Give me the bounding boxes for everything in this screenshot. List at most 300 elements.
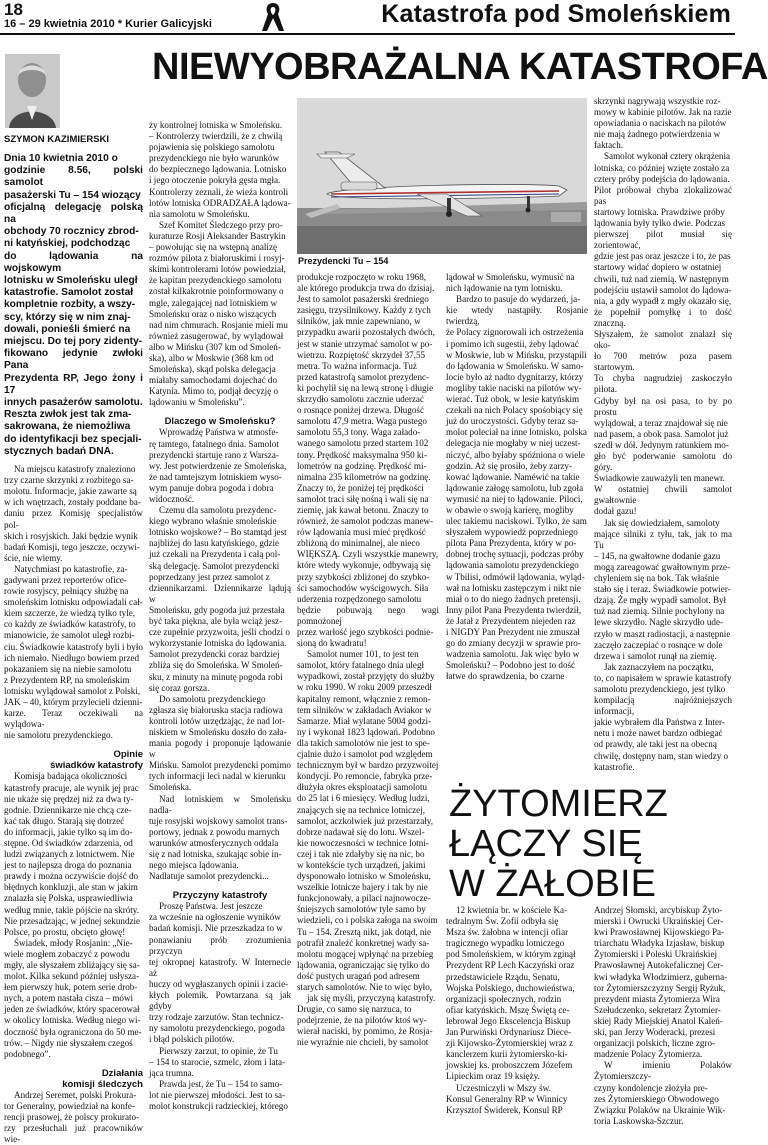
- text-line: Słyszałem, że samolot znalazł się oko-: [594, 328, 732, 351]
- text-line: Związku Polaków na Ukrainie Wik-: [594, 1104, 726, 1115]
- text-line: i NIGDY Pan Prezydent nie zmuszał: [446, 627, 580, 637]
- text-line: kompilacją najróżniejszych informacji,: [594, 695, 732, 717]
- text-line: kiem szczerze, że wiedzą tylko tyle,: [4, 608, 136, 619]
- text-line: zes Żytomierskiego Obwodowego: [594, 1093, 719, 1104]
- text-line: jak się myśli, przyczyną katastrofy.: [307, 993, 436, 1004]
- text-line: ulec takiemu naciskowi. Tylko, że sam: [446, 516, 587, 527]
- text-line: Mińsku. Samolot prezydencki pomimo: [149, 760, 291, 771]
- text-line: Drugie, co samo się narzuca, to: [297, 1004, 412, 1015]
- text-line: ski, pan Jerzy Woderacki, prezesi: [594, 1027, 716, 1038]
- text-line: madzenie Polacy Żytomierza.: [594, 1049, 703, 1060]
- text-line: rozmów pilota z białoruskimi i rosyj-: [149, 253, 285, 264]
- text-line: technicznym był w bardzo przyzwoitej: [297, 760, 439, 771]
- text-line: w kontekście tych urządzeń, jakimi: [297, 859, 426, 870]
- text-line: wiedzieli, co i polska załoga na swoim: [297, 915, 438, 926]
- text-line: czekali na nich Polacy spośobiący się: [446, 405, 583, 416]
- text-line: i błąd polskich pilotów.: [149, 1034, 235, 1045]
- text-line: do lądowania w Smoleńsku. W samo-: [446, 360, 584, 371]
- text-line: toria Laskowska-Szczur.: [594, 1115, 684, 1126]
- text-line: skrzydło samolotu zacznie uderzać: [297, 394, 425, 405]
- text-line: Bardzo to pasuje do wydarzeń, ja-: [456, 294, 581, 305]
- text-line: Smoleńska), skąd polska delegacja: [149, 364, 276, 375]
- text-line: mowy w kabinie pilotów. Jak na razie: [594, 107, 732, 118]
- text-line: metra. To ważna informacja. Tuż: [297, 360, 417, 371]
- text-line: łem pierwszy huk, potem serie drob-: [4, 982, 138, 993]
- author-photo: [5, 54, 60, 128]
- text-line: ny samolotu prezydenckiego, pogoda: [149, 1023, 285, 1034]
- text-line: badań komisji. Nie przeszkadza to w: [149, 923, 283, 934]
- body-text: [594, 96, 732, 773]
- text-line: potrafił znaleźć konkretnej wady sa-: [297, 937, 430, 948]
- text-line: ło 700 metrów poza pasem startowym.: [594, 351, 732, 373]
- text-line: ści samochodów wyścigowych. Siła: [297, 582, 429, 593]
- text-line: prezydencki startuje rano z Warsza-: [149, 449, 279, 460]
- text-line: ciu. Świadkowie katastrofy byli i było: [4, 641, 143, 652]
- text-line: kondycji. Po remoncie, fabryka prze-: [297, 771, 433, 782]
- text-line: – 154 to starocie, szmelc, złom i lata-: [149, 1056, 286, 1067]
- text-line: mogliby takie naciski na pilotów wy-: [446, 382, 582, 393]
- text-line: samolot traci siłę nośną i wali się na: [297, 493, 429, 504]
- text-line: startowy lotniska. Prawdziwe próby: [594, 206, 725, 217]
- text-line: nie mają żadnego potwierdzenia w: [594, 129, 721, 140]
- text-line: lotnisku wylądował samolot z Polski,: [4, 685, 141, 696]
- text-line: kontroli lotów urzędzając, że nad lot-: [149, 715, 285, 726]
- text-line: tych informacji leci nadal w kierunku: [149, 771, 286, 782]
- text-line: go do zmiany decyzji w sprawie pro-: [446, 638, 581, 649]
- text-line: w ich wnętrzach, zostały poddane ba-: [4, 497, 141, 508]
- text-line: miał o to do niego żadnych pretensji.: [446, 593, 581, 604]
- text-line: miałaby samochodami dojechać do: [149, 375, 278, 386]
- text-line: Jak się dowiedziałem, samoloty: [604, 517, 720, 528]
- text-line: zaczęło zaczepiać o rosnące w dole: [594, 639, 723, 650]
- article-column-1: [4, 130, 143, 1145]
- body-text: [594, 905, 732, 1127]
- text-line: dysponowało lotnisko w Smoleńsku,: [297, 871, 431, 882]
- text-line: prawdy i można oczywiście dojść do: [4, 871, 139, 882]
- text-line: Polsce, po prostu, obcięto głowę!: [4, 926, 126, 937]
- text-line: do 25 lat i 6 miesięcy. Według ludzi,: [297, 793, 430, 804]
- text-line: silników, jak mnie zapewniano, w: [297, 316, 421, 327]
- text-line: dłużyła okres eksploatacji samolotu: [297, 782, 428, 793]
- subheading-dlaczego: Dlaczego w Smoleńsku?: [164, 416, 276, 428]
- text-line: czej i tak nie zdałyby się na nic, bo: [297, 848, 425, 859]
- text-line: znalazła się Polska, usprawiedliwia: [4, 893, 133, 904]
- text-line: lotów lotniska ODRADZAŁA lądowa-: [149, 197, 291, 208]
- text-line: słyszałem wypowiedź poprzedniego: [446, 527, 578, 538]
- text-line: ofiar katyńskich. Mszę Świętą ce-: [446, 1004, 570, 1015]
- article-column-2: [149, 120, 291, 1111]
- text-line: Samarze. Miał wylatane 5004 godzi-: [297, 715, 432, 726]
- body-text: [4, 771, 143, 1059]
- text-line: badań Komisji, tego jeszcze, oczywi-: [4, 541, 140, 552]
- text-line: wymusić na niej to lądowanie. Piloci,: [446, 493, 583, 504]
- text-line: nia samolotu w Smoleńsku.: [149, 208, 250, 219]
- text-line: zji Kijowsko-Żytomierskiej wraz z: [446, 1038, 574, 1049]
- text-line: dobnej trochę sytuacji, podczas próby: [446, 549, 584, 560]
- text-line: chyleniem się na bok. Tak właśnie: [594, 573, 719, 584]
- plane-photo: [297, 98, 587, 254]
- text-line: jeden ze świadków, który spacerował: [4, 1004, 140, 1015]
- text-line: tor Generalny, powiedział na konfe-: [4, 1100, 135, 1111]
- text-line: łatwe do sprawdzenia, bo czarne: [446, 671, 565, 682]
- text-line: kuraturze Rosji Aleksander Bastrykin: [149, 230, 286, 241]
- text-line: skiej Rady Miejskiej Anatol Kaleń-: [594, 1015, 723, 1026]
- text-line: co każdy ze świadków katastrofy, to: [4, 619, 136, 630]
- text-line: od prawdy, ale taki jest na obecną: [594, 739, 717, 750]
- text-line: śniejszych samolotów tyle samo by: [297, 904, 426, 915]
- text-line: wierał naciski, by pomimo, że Rosja-: [297, 1026, 433, 1037]
- body-text: [149, 120, 291, 408]
- text-line: lot nie pierwszej młodości. Jest to sa-: [149, 1089, 286, 1100]
- text-line: Samolot prezydencki coraz bardziej: [149, 649, 280, 660]
- text-line: nia, a gdy wypadł z mgły okazało się,: [594, 295, 732, 306]
- text-line: samolotu prezydenckiego, jest tylko: [594, 683, 726, 694]
- text-line: Prawda jest, że Tu – 154 to samo-: [159, 1078, 283, 1089]
- text-line: wietrzu. Rozpiętość skrzydeł 37,55: [297, 349, 426, 360]
- text-line: chwili, tuż nad ziemią. W następnym: [594, 273, 729, 284]
- text-line: skrzynki nagrywają wszystkie roz-: [594, 96, 721, 106]
- text-line: godnie. Dziennikarze nie chcą cze-: [4, 804, 132, 815]
- text-line: się coraz gorsza.: [149, 682, 210, 693]
- text-line: dzają. Że mgły wypadł samolot. Był: [594, 595, 727, 606]
- text-line: warunków atmosferycznych oddala: [149, 837, 279, 848]
- mourning-ribbon-icon: [258, 1, 288, 33]
- article-title: NIEWYOBRAŻALNA KATASTROFA: [152, 46, 768, 88]
- text-line: lotnisko wojskowe? – Bo stamtąd jest: [149, 527, 287, 538]
- text-line: pojawienia się polskiego samolotu: [149, 142, 275, 153]
- text-line: lądował w Smoleńsku, wymusić na: [446, 272, 575, 282]
- text-line: również zasugerować, by wylądował: [149, 330, 284, 341]
- text-line: Wojska Polskiego, duchowieństwa,: [446, 982, 575, 993]
- text-line: rzy przesłuchali już pracowników wie-: [4, 1123, 143, 1145]
- text-line: molotu mogącej wpłynąć na przebieg: [297, 948, 434, 959]
- text-line: skich i rosyjskich. Jaki będzie wynik: [4, 530, 138, 541]
- text-line: cjalnie dużo i samolot pod względem: [297, 749, 433, 760]
- article-column-3: [297, 272, 439, 1105]
- text-line: nich lądowanie na tym lotnisku.: [446, 283, 563, 294]
- text-line: dodał gazu!: [594, 506, 637, 517]
- text-line: lewe skrzydło. Nagle skrzydło ude-: [594, 617, 724, 628]
- text-line: lądowania samolotu prezydenckiego: [446, 560, 579, 571]
- text-line: wylądował, a teraz znajdował się nie: [594, 417, 728, 428]
- text-line: jest w stanie utrzymać samolot w po-: [297, 338, 433, 349]
- text-line: gdzie jest pas oraz jeszcze i to, że pas: [594, 251, 731, 262]
- text-line: że popełnił pomyłkę i to dość znaczną.: [594, 306, 732, 328]
- text-line: z Prezydentem RP, na smoleńskim: [4, 674, 130, 685]
- text-line: Proszę Państwa. Jest jeszcze: [159, 901, 263, 912]
- text-line: Gdyby był na osi pasa, to by po prostu: [594, 395, 732, 417]
- text-line: być taka piękna, ale była wciąż jesz-: [149, 616, 283, 627]
- text-line: prezydenckiego nie było warunków: [149, 153, 280, 164]
- body-text: [4, 464, 143, 741]
- text-line: faktach.: [594, 140, 624, 151]
- text-line: skimi kontrolerami lotów powiedział,: [149, 264, 286, 275]
- subheading-dzialania: Działania komisji śledczych: [62, 1067, 143, 1090]
- text-line: jąca trumna.: [149, 1067, 194, 1078]
- text-line: Lipieckim oraz 19 księży.: [446, 1071, 540, 1082]
- text-line: organizacji społecznych, rodzin: [446, 993, 562, 1004]
- text-line: Katynia. Mimo to, podjął decyzję o: [149, 386, 279, 397]
- text-line: doczność była ograniczona do 50 me-: [4, 1026, 142, 1037]
- text-line: kwi władyka Włodzimierz, guberna-: [594, 971, 728, 982]
- text-line: się z nad lotniska, szukając sobie in-: [149, 849, 282, 859]
- text-line: Kontrolerzy zeznali, że wieża kontroli: [149, 186, 289, 197]
- text-line: stało się i teraz. Świadkowie potwier-: [594, 584, 731, 595]
- text-line: również, że samolot podczas manew-: [297, 516, 434, 527]
- text-line: samolotu 47,9 metra. Waga pustego: [297, 416, 427, 427]
- text-line: JAK – 40, którym przylecieli dzienni-: [4, 697, 143, 708]
- text-line: podobnego”.: [4, 1048, 51, 1059]
- text-line: daniu przez Komisję specjalistów pol-: [4, 508, 143, 530]
- text-line: Uczestniczyli w Mszy św.: [456, 1082, 551, 1093]
- text-line: godzin. Aż się prosiło, żeby zarzy-: [446, 460, 573, 471]
- text-line: będzie pobuwają nego wagi pomnożonej: [297, 604, 439, 626]
- text-line: W imieniu Polaków Żytomierszczy-: [594, 1060, 732, 1082]
- text-line: Samolot wykonał cztery okrążenia: [604, 151, 731, 162]
- text-line: drzewa i samolot runął na ziemię.: [594, 650, 717, 661]
- text-line: tor Żytomierszczyzny Sergij Ryżuk,: [594, 982, 726, 993]
- text-line: dość pustych uragań pod adresem: [297, 970, 420, 981]
- text-line: Nie przesadzając, w jednej sekundzie: [4, 915, 141, 926]
- text-line: ży kontrolnej lotniska w Smoleńsku.: [149, 120, 283, 130]
- page-header: [0, 0, 735, 34]
- text-line: mianowicie, że samolot uległ rozbi-: [4, 630, 135, 641]
- text-line: tragicznego wypadku lotniczego: [446, 938, 565, 949]
- text-line: i jego otoczenie pokryła gęsta mgła.: [149, 175, 281, 186]
- text-line: niczyć, albo byłaby spóźniona o wiele: [446, 449, 585, 460]
- text-line: według mnie, takie pójście na skróty.: [4, 904, 140, 915]
- text-line: nimalna 235 kilometrów na godzinę.: [297, 471, 431, 482]
- text-line: jest to najlepsza droga do poznania: [4, 860, 132, 871]
- text-line: to, co napisałem w sprawie katastrofy: [594, 672, 732, 683]
- text-line: lometrów na godzinę. Prędkość mi-: [297, 460, 427, 471]
- text-line: w roku 1990. W roku 2009 przeszedł: [297, 682, 432, 693]
- text-line: wadzenia samolotu. Jak więc było w: [446, 649, 580, 660]
- text-line: kie wtedy nastąpiły. Rosjanie twierdzą,: [446, 305, 588, 327]
- text-line: już do uroczystości. Gdyby teraz sa-: [446, 416, 579, 427]
- text-line: wał na lotnisku zastępczym i nikt nie: [446, 582, 581, 593]
- text-line: pilota Pana Prezydenta, który w po-: [446, 538, 577, 549]
- text-line: lądowaniu w Smoleńsku”.: [149, 397, 245, 408]
- text-line: albo w Mińsku (307 km od Smoleń-: [149, 341, 281, 352]
- text-line: kapitalny remont, włącznie z remon-: [297, 693, 431, 704]
- text-line: dziennikarzami. Dziennikarze lądują w: [149, 582, 291, 604]
- text-line: starych samolotów. Nie to więc było,: [297, 982, 433, 992]
- text-line: Samolot numer 101, to jest ten: [307, 649, 419, 660]
- text-line: że kapitan prezydenckiego samolotu: [149, 275, 282, 286]
- text-line: samolot, aczkolwiek już przestarzały,: [297, 815, 434, 826]
- text-line: trzy czarne skrzynki z rozbitego sa-: [4, 475, 134, 486]
- text-line: tem silników w zakładach Aviakor w: [297, 704, 432, 715]
- text-line: trzy rodzaje zarzutów. Stan technicz-: [149, 1012, 284, 1023]
- text-line: karze. Teraz oczekiwali na wylądowa-: [4, 708, 143, 730]
- text-line: przy szybkości zbliżonej do szybko-: [297, 571, 430, 582]
- text-line: Prawosławnej Autokefalicznej Cer-: [594, 960, 724, 971]
- text-line: lotniska, co później wzięte zostało za: [594, 162, 730, 173]
- text-line: Świadkowie zauważyli ten manewr.: [594, 473, 725, 484]
- text-line: nie wyraźnie nie chcieli, by samolot: [297, 1037, 429, 1048]
- text-line: 12 kwietnia br. w kościele Ka-: [456, 905, 568, 915]
- text-line: ich niemało. Niedługo bowiem przed: [4, 652, 140, 663]
- text-line: wy. Jest potwierdzenie ze Smoleńska,: [149, 460, 287, 471]
- text-line: że Jatał z Prezydentem niejeden raz: [446, 615, 576, 626]
- text-line: ska), albo w Moskwie (368 km od: [149, 352, 274, 363]
- text-line: pokazaniem się na niebie samolotu: [4, 663, 132, 674]
- text-line: nad pasem, a obok pasa. Samolot już: [594, 428, 729, 439]
- text-line: Szełudczenko, sekretarz Żytomier-: [594, 1004, 721, 1015]
- text-line: gło być poderwanie samolotu do góry.: [594, 451, 732, 473]
- text-line: smoleńskim lotnisku odpowiadali cał-: [4, 597, 143, 608]
- text-line: Czemu dla samolotu prezydenc-: [159, 505, 277, 516]
- text-line: Inny pilot Pana Prezydenta twierdził,: [446, 604, 582, 615]
- text-line: pierwszej pilot musiał się zorientować,: [594, 229, 732, 251]
- text-line: sioną do kwadratu!: [297, 638, 367, 649]
- text-line: zbliżoną do minimalnej, ale nieco: [297, 538, 420, 549]
- text-line: pod Smoleńskiem, w którym zginął: [446, 949, 576, 960]
- text-line: ki pochylił się na lewą stronę i długie: [297, 382, 434, 393]
- text-line: wiele mogłem zobaczyć z powodu: [4, 948, 130, 959]
- text-line: o rosnące poniżej drzewa. Długość: [297, 405, 425, 416]
- text-line: zbliża się do Smoleńska. W Smoleń-: [149, 660, 283, 671]
- text-line: przypadku awarii pozostałych dwóch,: [297, 327, 435, 338]
- text-line: mające silniki z tyłu, tak, jak to ma Tu: [594, 528, 732, 550]
- text-line: WIĘKSZĄ. Czyli wszystkie manewry,: [297, 549, 439, 560]
- text-line: poprzedzany jest przez samolot z: [149, 571, 270, 582]
- text-line: kanclerzem kurii żytomiersko-ki-: [446, 1049, 568, 1060]
- text-line: które wtedy wykonuje, odbywają się: [297, 560, 431, 571]
- text-line: delegacja nie mogłaby w niej uczest-: [446, 438, 581, 449]
- text-line: najbliżej do lasu katyńskiego, gdzie: [149, 538, 280, 549]
- text-line: Świadek, młody Rosjanin: „Nie-: [14, 937, 133, 948]
- text-line: funkcjonowały, a pilaci najnowocze-: [297, 893, 431, 904]
- text-line: cze zupełnie przyzwoita, jeśli chodzi o: [149, 627, 290, 638]
- text-line: kłych polemik. Powtarzana są jak gdyby: [149, 990, 291, 1012]
- text-line: organizacji polskich, liczne zgro-: [594, 1038, 716, 1049]
- text-line: mania pogody i proponuje lądowanie w: [149, 738, 291, 760]
- text-line: mierski i Owrucki Ukraińskiej Cer-: [594, 916, 724, 927]
- text-line: lądowanie załogę samolotu, lub zgoła: [446, 482, 584, 493]
- text-line: dla takich samolotów nie jest to spe-: [297, 737, 430, 748]
- text-line: Komisja badająca okoliczności: [14, 771, 128, 782]
- issue-line: 16 – 29 kwietnia 2010 * Kurier Galicyjski: [4, 18, 212, 30]
- text-line: katastrofy pracuje, ale wynik jej prac: [4, 782, 139, 793]
- photo-caption: Prezydencki Tu – 154: [298, 256, 389, 266]
- text-line: zgłasza się białoruska stacja radiowa: [149, 704, 283, 715]
- text-line: wym panuje dobra pogoda i dobra: [149, 482, 274, 493]
- text-line: ponawianiu prób zrozumienia przyczyn: [149, 934, 291, 956]
- text-line: Smoleńska.: [149, 782, 192, 793]
- text-line: w Moskwie, lub w Mińsku, przystąpili: [446, 349, 587, 360]
- text-line: Konsul Generalny RP w Winnicy: [446, 1093, 568, 1104]
- text-line: Pilot próbował chyba zlokalizować pas: [594, 184, 732, 206]
- article-lead: Dnia 10 kwietnia 2010 o godzinie 8.56, polski samolot pasażerski Tu – 154 wiozący oficjalną delegację polską na obchody 70 rocznicy zbrod- ni katyńskiej, podchodząc do lądowania na wojskowym lotnisku w Smoleńsku uległ katastrofie. Samolot został kompletnie rozbity, a wszy- scy, którzy się w nim znaj- dowali, ponieśli śmierć na miejscu. Do tej pory zidenty- fikowano jedynie zwłoki Pana Prezydenta RP, Jego żony i 17 innych pasażerów samolotu. Reszta zwłok jest tak zma- sakrowana, że niemożliwa do identyfikacji bez specjali- stycznych badań DNA.: [4, 153, 143, 457]
- text-line: Nad lotniskiem w Smoleńsku nadla-: [149, 793, 291, 815]
- text-line: locie było aż nadto dygnitarzy, którzy: [446, 371, 584, 382]
- article2-column-1: [446, 905, 588, 1115]
- text-line: Andrzej Seremet, polski Prokura-: [14, 1089, 137, 1100]
- text-line: Żytomierski i Poleski Ukraińskiej: [594, 949, 718, 960]
- text-line: mogą zareagować gwałtownym prze-: [594, 561, 731, 572]
- text-line: gadywani przez reporterów ofice-: [4, 575, 127, 586]
- text-line: rę tamtego, fatalnego dnia. Samolot: [149, 438, 279, 449]
- text-line: Znaczy to, że poniżej tej prędkości: [297, 482, 424, 493]
- text-line: nego miejsca lądowania.: [149, 860, 239, 871]
- text-line: nie ukaże się prędzej niż za dwa ty-: [4, 793, 134, 804]
- text-line: chwilę, dostępny nam, stan wiedzy o: [594, 750, 729, 761]
- text-line: Jest to samolot pasażerski średniego: [297, 294, 429, 305]
- text-line: uderzenia rozpędzonego samolotu: [297, 593, 422, 604]
- text-line: Na miejscu katastrofy znaleziono: [14, 464, 136, 475]
- text-line: Smoleńsku oraz o nisko wiszących: [149, 308, 277, 319]
- text-line: przed katastrofą samolot prezydenc-: [297, 371, 430, 382]
- body-text: [149, 427, 291, 882]
- page-number: 18: [4, 0, 23, 19]
- text-line: lądowania, ograniczając się tylko do: [297, 959, 430, 970]
- text-line: produkcje rozpoczęto w roku 1968,: [297, 272, 427, 282]
- body-text: [297, 272, 439, 1049]
- text-line: widoczność.: [149, 494, 195, 504]
- text-line: nad nim chmurach. Rosjanie mieli mu: [149, 319, 288, 330]
- text-line: molot poleciał na inne lotnisko, polska: [446, 427, 587, 438]
- subheading-opinie: Opinie świadków katastrofy: [50, 749, 143, 772]
- text-line: dobrze nadawał się do lotu. Wszel-: [297, 826, 425, 837]
- author-name: SZYMON KAZIMIERSKI: [4, 134, 110, 145]
- text-line: ny i wykonał 1823 lądowań. Podobno: [297, 726, 435, 737]
- text-line: podejściu ustawił samolot do lądowa-: [594, 284, 732, 295]
- text-line: tony. Prędkość maksymalna 950 ki-: [297, 449, 427, 460]
- text-line: rencji prasowej, że polscy prokurato-: [4, 1112, 140, 1123]
- text-line: zasięgu, trzysilnikowy. Każdy z tych: [297, 305, 431, 316]
- text-line: Andrzej Słomski, arcybiskup Żyto-: [594, 905, 723, 915]
- text-line: do informacji, jakie tylko są im do-: [4, 826, 133, 837]
- text-line: wypadkowi, został przyjęty do służby: [297, 671, 435, 682]
- text-line: triarchatu Władyka Izjasław, biskup: [594, 938, 725, 949]
- body-text: [446, 905, 588, 1116]
- text-line: Smoleńsku, gdy pogoda już przestała: [149, 604, 285, 615]
- text-line: wanego samolotu przed startem 102: [297, 438, 429, 449]
- text-line: że Polacy zignorowali ich ostrzeżenia: [446, 327, 584, 338]
- text-line: Jan Purwiński Ordynariusz Diece-: [446, 1027, 572, 1038]
- text-line: podejrzenie, że na pilotów ktoś wy-: [297, 1015, 427, 1026]
- text-line: czyny kondolencje złożyła pre-: [594, 1082, 708, 1093]
- text-line: Tu – 154. Zresztą nikt, jak dotąd, nie: [297, 926, 432, 937]
- text-line: Wprowadźę Państwa w atmosfe-: [159, 427, 279, 438]
- text-line: w obawie o swoją karierę, mogliby: [446, 504, 574, 515]
- text-line: Do samolotu prezydenckiego: [159, 693, 266, 704]
- text-line: w Tbilisi, odmówił lądowania, wyląd-: [446, 571, 585, 582]
- text-line: kiego wybrano właśnie smoleńskie: [149, 516, 277, 527]
- text-line: kować lądowanie. Naméwić na takie: [446, 471, 580, 482]
- text-line: jakie wybrałem dla Państwa z Inter-: [594, 717, 725, 728]
- text-line: To chyba nagrudziej zaskoczyło pilota.: [594, 373, 732, 395]
- text-line: kać tak długo. Starają się dotrzeć: [4, 815, 125, 826]
- text-line: molot konstrukcji radzieckiej, którego: [149, 1100, 288, 1111]
- body-text: [4, 1090, 143, 1145]
- text-line: mgły, ale słyszałem zbliżający się sa-: [4, 960, 140, 971]
- subheading-przyczyny: Przyczyny katastrofy: [172, 890, 268, 902]
- text-line: samolot, który fatalnego dnia uległ: [297, 660, 425, 671]
- text-line: molotu. Informacje, jakie zawarte są: [4, 486, 137, 497]
- text-line: Natychmiast po katastrofie, za-: [14, 563, 128, 574]
- article-column-5: [594, 96, 732, 770]
- text-line: kie nowoczesności w technice lotni-: [297, 837, 429, 848]
- body-text: [149, 901, 291, 1112]
- article-column-4: [446, 272, 588, 770]
- text-line: Jak zaznaczyłem na początku,: [604, 661, 714, 672]
- text-line: samolotu 55,3 tony. Waga załado-: [297, 427, 421, 438]
- text-line: nie samolotu prezydenckiego.: [4, 730, 113, 741]
- text-line: molot. Kilka sekund później usłysza-: [4, 971, 140, 982]
